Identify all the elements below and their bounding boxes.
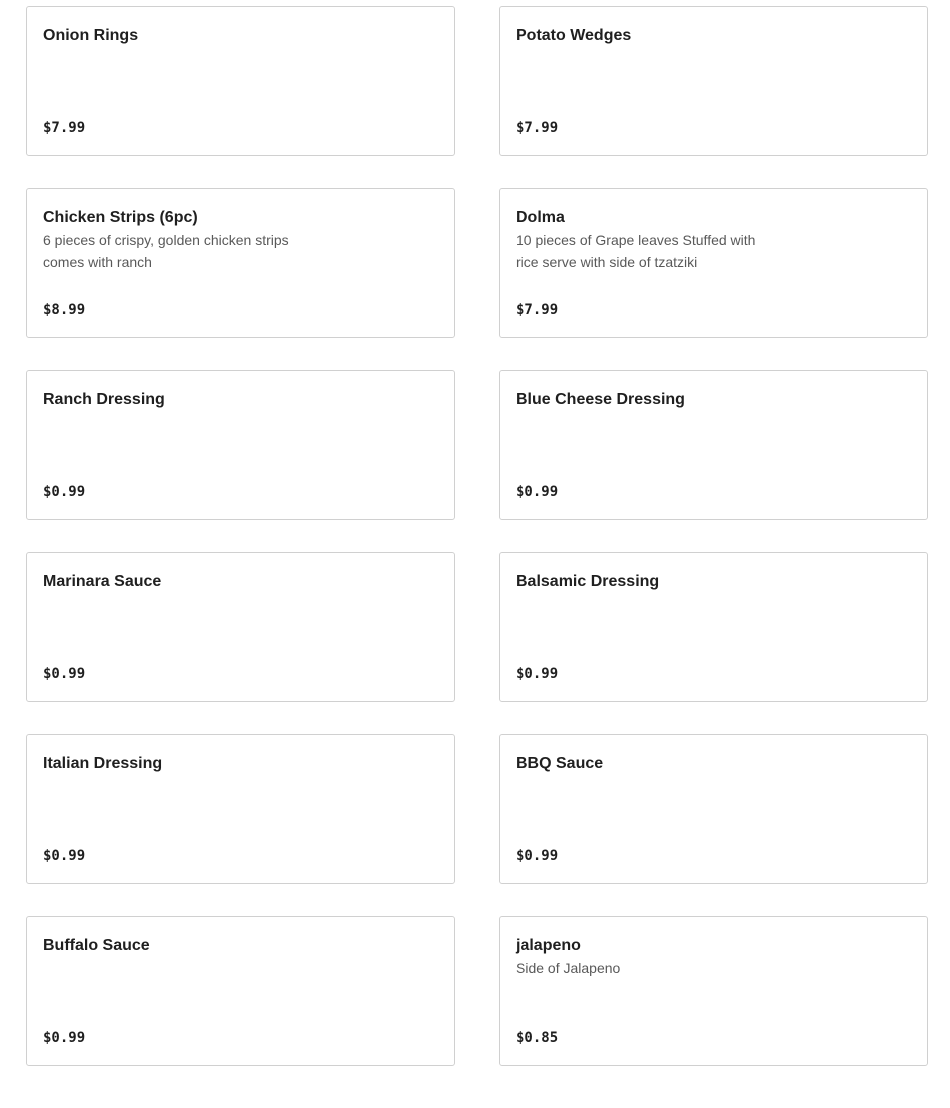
menu-item-card[interactable]	[499, 916, 928, 1066]
menu-item-card[interactable]	[499, 188, 928, 338]
menu-item-name: jalapeno	[516, 937, 581, 954]
menu-item-card[interactable]	[26, 552, 455, 702]
menu-item-name: Blue Cheese Dressing	[516, 391, 685, 408]
menu-item-price: $0.99	[43, 484, 86, 500]
menu-item-card[interactable]	[26, 6, 455, 156]
menu-item-card[interactable]	[499, 370, 928, 520]
menu-item-name: Dolma	[516, 209, 565, 226]
menu-item-name: Onion Rings	[43, 27, 139, 44]
menu-item-price: $8.99	[43, 302, 86, 318]
menu-item-price: $0.85	[516, 1030, 559, 1046]
menu-item-grid	[26, 6, 928, 1066]
menu-item-card[interactable]	[26, 916, 455, 1066]
menu-item-price: $0.99	[43, 848, 86, 864]
menu-item-card[interactable]	[26, 188, 455, 338]
menu-item-name: BBQ Sauce	[516, 755, 604, 772]
menu-item-name: Buffalo Sauce	[43, 937, 150, 954]
menu-item-price: $7.99	[516, 302, 559, 318]
menu-item-name: Potato Wedges	[516, 27, 632, 44]
menu-item-card[interactable]	[26, 370, 455, 520]
menu-item-price: $7.99	[516, 120, 559, 136]
menu-item-card[interactable]	[26, 734, 455, 884]
menu-item-name: Marinara Sauce	[43, 573, 162, 590]
menu-item-price: $0.99	[43, 666, 86, 682]
menu-item-name: Ranch Dressing	[43, 391, 165, 408]
menu-item-card[interactable]	[499, 6, 928, 156]
menu-item-price: $0.99	[516, 666, 559, 682]
menu-item-description: Side of Jalapeno	[516, 960, 621, 976]
menu-item-name: Balsamic Dressing	[516, 573, 660, 590]
menu-item-name: Chicken Strips (6pc)	[43, 209, 198, 226]
menu-item-price: $7.99	[43, 120, 86, 136]
menu-item-name: Italian Dressing	[43, 755, 163, 772]
menu-item-description: 10 pieces of Grape leaves Stuffed with rice serve with side of tzatziki	[516, 232, 756, 270]
menu-item-card[interactable]	[499, 734, 928, 884]
menu-item-price: $0.99	[43, 1030, 86, 1046]
menu-item-card[interactable]	[499, 552, 928, 702]
menu-item-price: $0.99	[516, 848, 559, 864]
menu-item-description: 6 pieces of crispy, golden chicken strips comes with ranch	[43, 232, 289, 270]
menu-item-price: $0.99	[516, 484, 559, 500]
